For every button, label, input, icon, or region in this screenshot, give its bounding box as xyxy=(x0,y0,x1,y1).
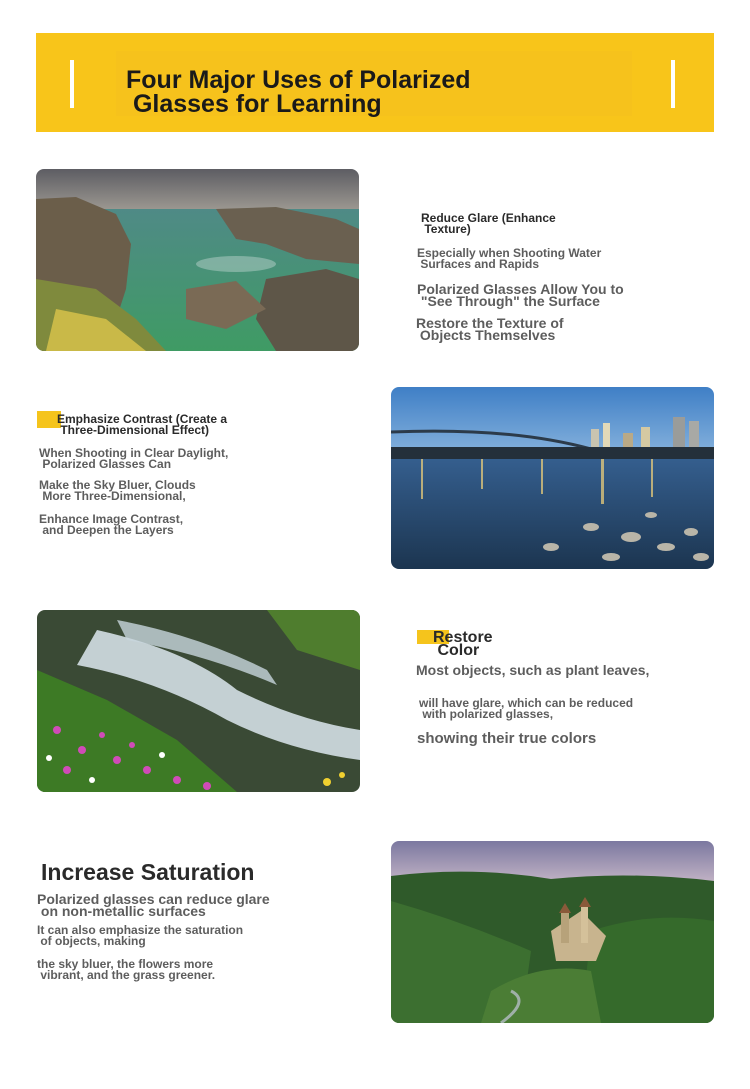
section-2-heading-line-2: Three-Dimensional Effect) xyxy=(57,423,210,437)
section-4-heading-line-1: Increase Saturation xyxy=(41,859,255,885)
section-2-point-1 xyxy=(39,448,228,470)
section-1-point-2 xyxy=(417,283,624,307)
city-bridge-night-photo xyxy=(391,387,714,569)
section-1-heading xyxy=(421,213,556,235)
section-2-point-2-line-1: Make the Sky Bluer, Clouds xyxy=(39,478,196,492)
section-3-point-3-line-1: showing their true colors xyxy=(417,730,597,747)
section-4-point-3 xyxy=(37,959,215,981)
stream-flowers-photo xyxy=(37,610,360,792)
page-title-line-1: Four Major Uses of Polarized xyxy=(126,66,471,94)
section-4-point-2-line-2: of objects, making xyxy=(37,934,146,948)
section-3-point-2 xyxy=(419,698,633,720)
section-2-point-3 xyxy=(39,514,183,536)
page-title-line-2: Glasses for Learning xyxy=(126,90,382,118)
page-title xyxy=(126,68,471,116)
section-1-point-2-line-1: Polarized Glasses Allow You to xyxy=(417,281,624,297)
section-1-heading-line-1: Reduce Glare (Enhance xyxy=(421,211,556,225)
section-1-point-1-line-1: Especially when Shooting Water xyxy=(417,246,602,260)
section-4-point-2 xyxy=(37,925,243,947)
section-3-heading-line-1: Restore xyxy=(433,629,493,646)
section-4-point-1 xyxy=(37,893,270,917)
section-1-point-3-line-1: Restore the Texture of xyxy=(416,315,564,331)
section-3-point-2-line-1: will have glare, which can be reduced xyxy=(419,696,634,710)
section-1-point-3-line-2: Objects Themselves xyxy=(416,327,556,343)
section-2-heading xyxy=(57,414,227,436)
castle-forest-photo xyxy=(391,841,714,1023)
banner-left-bar xyxy=(70,60,74,108)
section-3-point-2-line-2: with polarized glasses, xyxy=(419,707,554,721)
section-4-point-3-line-1: the sky bluer, the flowers more xyxy=(37,957,214,971)
section-2-point-3-line-2: and Deepen the Layers xyxy=(39,523,174,537)
section-2-point-1-line-2: Polarized Glasses Can xyxy=(39,457,172,471)
section-4-point-1-line-1: Polarized glasses can reduce glare xyxy=(37,891,270,907)
section-3-point-1-line-1: Most objects, such as plant leaves, xyxy=(416,662,650,678)
section-2-heading-line-1: Emphasize Contrast (Create a xyxy=(57,412,228,426)
section-4-heading xyxy=(41,861,254,883)
section-2-point-2-line-2: More Three-Dimensional, xyxy=(39,489,186,503)
section-1-point-2-line-2: "See Through" the Surface xyxy=(417,293,600,309)
section-1-point-3 xyxy=(416,317,564,341)
section-3-heading xyxy=(433,631,493,657)
section-2-point-3-line-1: Enhance Image Contrast, xyxy=(39,512,184,526)
coastal-lagoon-photo xyxy=(36,169,359,351)
section-2-point-1-line-1: When Shooting in Clear Daylight, xyxy=(39,446,229,460)
section-4-point-3-line-2: vibrant, and the grass greener. xyxy=(37,968,216,982)
section-1-point-1-line-2: Surfaces and Rapids xyxy=(417,257,540,271)
section-3-heading-line-2: Color xyxy=(433,642,480,659)
section-3-point-1 xyxy=(416,664,649,676)
section-4-point-1-line-2: on non-metallic surfaces xyxy=(37,903,206,919)
section-3-point-3 xyxy=(417,732,596,746)
section-1-heading-line-2: Texture) xyxy=(421,222,471,236)
banner-right-bar xyxy=(671,60,675,108)
section-1-point-1 xyxy=(417,248,601,270)
section-2-point-2 xyxy=(39,480,196,502)
section-4-point-2-line-1: It can also emphasize the saturation xyxy=(37,923,244,937)
title-banner xyxy=(36,33,714,132)
